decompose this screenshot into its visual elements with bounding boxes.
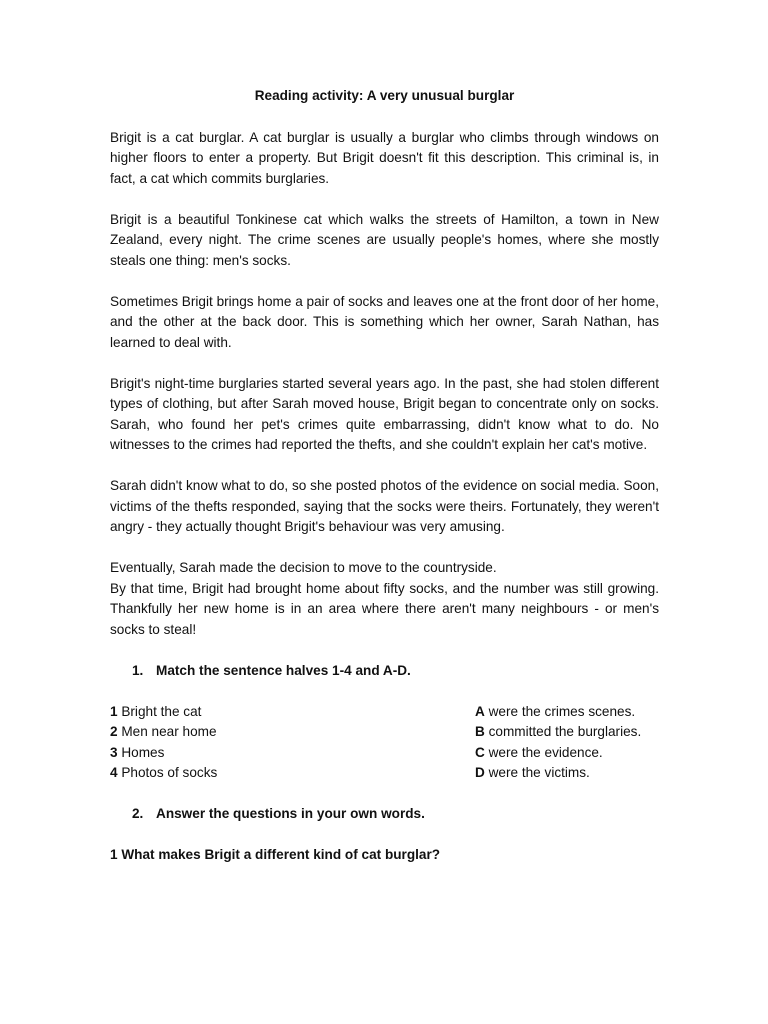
paragraph-6: Eventually, Sarah made the decision to move to the countryside.: [110, 560, 497, 575]
match-left-key: 3: [110, 744, 118, 760]
match-right-text: were the victims.: [484, 765, 590, 780]
match-left-text: Photos of socks: [117, 765, 218, 780]
match-right-text: committed the burglaries.: [484, 724, 642, 739]
question-1: 1 What makes Brigit a different kind of cat burglar?: [110, 847, 441, 862]
paragraph-1: Brigit is a cat burglar. A cat burglar is usually a burglar who climbs through windows on higher floors to enter a property. But Brigit doesn't fit this description. This criminal is, in fact, a cat which commits burglaries.: [110, 129, 659, 186]
match-right-key: C: [475, 744, 485, 760]
exercise-2-heading: [132, 804, 659, 825]
match-left-key: 2: [110, 724, 118, 739]
paragraph-7: By that time, Brigit had brought home about fifty socks, and the number was still growing. Thankfully her new home is in an area where there aren't many neighbours - or men's socks to steal!: [110, 580, 659, 637]
page-title: Reading activity: A very unusual burglar: [254, 88, 515, 103]
match-left-item: [110, 743, 410, 764]
matching-exercise: [110, 702, 659, 784]
exercise-1-number: 1.: [132, 662, 144, 678]
paragraph-2: Brigit is a beautiful Tonkinese cat which walks the streets of Hamilton, a town in New Zealand, every night. The crime scenes are usually people's homes, where she mostly steals one thing: men's socks.: [110, 211, 659, 268]
exercise-2-number: 2.: [132, 806, 144, 821]
worksheet-page: [110, 86, 659, 866]
match-right-item: [475, 722, 659, 743]
exercise-1-heading: [132, 661, 659, 682]
exercise-2-instruction: Answer the questions in your own words.: [156, 806, 425, 821]
match-right-item: [475, 743, 659, 764]
paragraph-3: Sometimes Brigit brings home a pair of socks and leaves one at the front door of her home, and the other at the back door. This is something which her owner, Sarah Nathan, has learned to deal with.: [110, 293, 659, 350]
matching-left-column: [110, 702, 410, 784]
match-right-key: B: [475, 724, 485, 739]
match-right-item: [475, 763, 659, 784]
match-left-key: 4: [110, 765, 118, 780]
match-right-item: [475, 702, 659, 723]
match-left-text: Bright the cat: [117, 703, 202, 719]
paragraph-5: Sarah didn't know what to do, so she posted photos of the evidence on social media. Soon, victims of the thefts responded, saying that the socks were theirs. Fortunately, they weren't angry - they actually thought Brigit's behaviour was very amusing.: [110, 478, 659, 534]
paragraph-4: Brigit's night-time burglaries started several years ago. In the past, she had stolen different types of clothing, but after Sarah moved house, Brigit began to concentrate only on socks. Sarah, who found her pet's crimes quite embarrassing, didn't know what to do. No witnesses to the crimes had reported the thefts, and she couldn't explain her cat's motive.: [110, 375, 659, 452]
match-left-key: 1: [110, 703, 118, 719]
match-left-item: [110, 702, 410, 723]
match-left-item: [110, 763, 410, 784]
match-right-text: were the evidence.: [484, 744, 603, 760]
match-right-text: were the crimes scenes.: [484, 703, 636, 719]
match-left-item: [110, 722, 410, 743]
match-right-key: A: [475, 703, 485, 719]
match-right-key: D: [475, 765, 485, 780]
match-left-text: Homes: [117, 744, 165, 760]
exercise-1-instruction: Match the sentence halves 1-4 and A-D.: [156, 662, 411, 678]
matching-right-column: [475, 702, 659, 784]
match-left-text: Men near home: [117, 724, 217, 739]
